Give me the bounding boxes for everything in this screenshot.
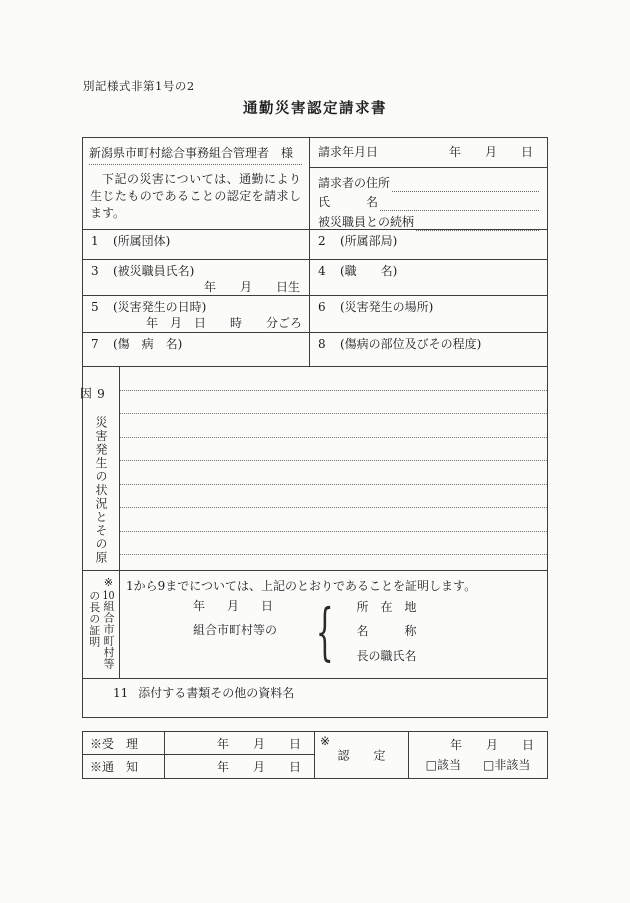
- checkbox-not-applicable: □非該当: [483, 758, 531, 772]
- cell-1-number: 1: [91, 234, 99, 248]
- footer-table: [82, 731, 548, 779]
- cell-3-number: 3: [91, 264, 99, 278]
- header-row: [83, 138, 547, 230]
- cell-11-label: 添付する書類その他の資料名: [138, 686, 295, 700]
- form-number-label: 別記様式非第1号の2: [83, 79, 195, 93]
- section10-number: 10: [102, 589, 115, 601]
- row-10: [83, 571, 547, 679]
- cell-3-label: (被災職員氏名): [113, 264, 195, 278]
- receipt-label: ※受 理: [83, 732, 164, 755]
- row-11: [83, 679, 547, 717]
- section10-label-text1: 組合市町村等: [102, 600, 115, 670]
- brace-icon: {: [315, 594, 334, 668]
- page-title: 通勤災害認定請求書: [243, 100, 387, 117]
- request-date-row: [310, 138, 547, 168]
- cell-6: [310, 296, 547, 332]
- cell-6-number: 6: [318, 300, 326, 314]
- requester-cell: [310, 138, 547, 229]
- checkbox-applicable: □該当: [425, 758, 461, 772]
- ruled-line: [120, 391, 547, 415]
- ruled-line: [120, 532, 547, 556]
- request-date-value: 年 月 日: [448, 144, 533, 159]
- cell-5-number: 5: [91, 300, 99, 314]
- cell-4: [310, 260, 547, 295]
- cell-2: [310, 230, 547, 259]
- org-address-label: 所 在 地: [356, 599, 417, 614]
- reference-mark: ※: [320, 734, 331, 748]
- cell-6-label: (災害発生の場所): [340, 300, 434, 314]
- requester-name-label: 氏 名: [318, 195, 379, 210]
- section9-label: [78, 367, 120, 570]
- certify-statement: 1から9までについては、上記のとおりであることを証明します。: [126, 579, 477, 593]
- cell-7-label: (傷 病 名): [113, 337, 183, 351]
- ruled-line: [120, 508, 547, 532]
- section10-label-col1: [101, 576, 115, 678]
- cell-4-number: 4: [318, 264, 326, 278]
- org-name-label: 名 称: [356, 624, 417, 639]
- row-5-6: [83, 296, 547, 333]
- org-chief-label: 長の職氏名: [356, 648, 417, 663]
- cell-3: [83, 260, 310, 295]
- cell-7-number: 7: [91, 337, 99, 351]
- dotted-rule: [380, 197, 539, 211]
- section9-number: 9: [94, 387, 108, 403]
- requester-address-label: 請求者の住所: [318, 175, 391, 190]
- requester-fields: [310, 168, 547, 231]
- section9-label-text: 災害発生の状況とその原因: [78, 387, 108, 564]
- section10-label: [83, 571, 120, 678]
- relation-field: [318, 211, 539, 231]
- footer-label-column: [83, 732, 165, 778]
- section10-content: [120, 571, 547, 678]
- cell-2-label: (所属部局): [340, 234, 398, 248]
- reference-mark: ※: [102, 576, 115, 590]
- certify-date: 年 月 日: [193, 598, 279, 613]
- cell-2-number: 2: [318, 234, 326, 248]
- cell-11: [83, 679, 547, 717]
- cell-5-datetime: 年 月 日 時 分ごろ: [146, 315, 303, 330]
- nintei-label: 認 定: [337, 748, 386, 763]
- request-statement: 下記の災害については、通勤により生じたものであることの認定を請求します。: [90, 171, 301, 221]
- requester-address-field: [318, 172, 539, 192]
- cell-7: [83, 333, 310, 366]
- row-1-2: [83, 230, 547, 260]
- dotted-rule: [392, 178, 539, 192]
- relation-label: 被災職員との続柄: [318, 214, 415, 229]
- request-date-label: 請求年月日: [318, 144, 379, 159]
- main-table: [78, 137, 548, 718]
- certify-date-org: [193, 594, 361, 674]
- cell-1-label: (所属団体): [113, 234, 171, 248]
- org-detail-list: [356, 599, 416, 674]
- addressee-cell: [83, 138, 310, 229]
- cell-5-label: (災害発生の日時): [113, 300, 207, 314]
- dotted-rule: [416, 217, 539, 231]
- ruled-line: [120, 485, 547, 509]
- notice-date: 年 月 日: [216, 760, 301, 774]
- nintei-cell: [315, 732, 409, 778]
- cell-8-number: 8: [318, 337, 326, 351]
- cell-5: [83, 296, 310, 332]
- nintei-result-cell: [409, 732, 547, 778]
- certify-signature-group: [124, 594, 543, 674]
- row-9: [78, 367, 547, 571]
- nintei-options: [409, 756, 547, 773]
- cell-11-number: 11: [113, 686, 129, 700]
- row-7-8: [83, 333, 547, 367]
- section10-label-col2: の長の証明: [87, 590, 101, 648]
- requester-name-field: [318, 192, 539, 212]
- ruled-line: [120, 414, 547, 438]
- nintei-date: 年 月 日: [449, 738, 534, 752]
- org-label: 組合市町村等の: [193, 623, 278, 638]
- footer-date-column: [165, 732, 315, 778]
- section9-writing-area: [120, 367, 547, 570]
- cell-3-birthdate: 年 月 日生: [203, 279, 300, 294]
- notice-label: ※通 知: [90, 760, 139, 774]
- ruled-line: [120, 438, 547, 462]
- cell-8-label: (傷病の部位及びその程度): [340, 337, 482, 351]
- ruled-line: [120, 461, 547, 485]
- addressee-line: 新潟県市町村総合事務組合管理者 様: [89, 146, 302, 165]
- cell-1: [83, 230, 310, 259]
- ruled-line: [120, 367, 547, 391]
- receipt-date: 年 月 日: [165, 732, 314, 755]
- cell-8: [310, 333, 547, 366]
- row-3-4: [83, 260, 547, 296]
- cell-4-label: (職 名): [340, 264, 398, 278]
